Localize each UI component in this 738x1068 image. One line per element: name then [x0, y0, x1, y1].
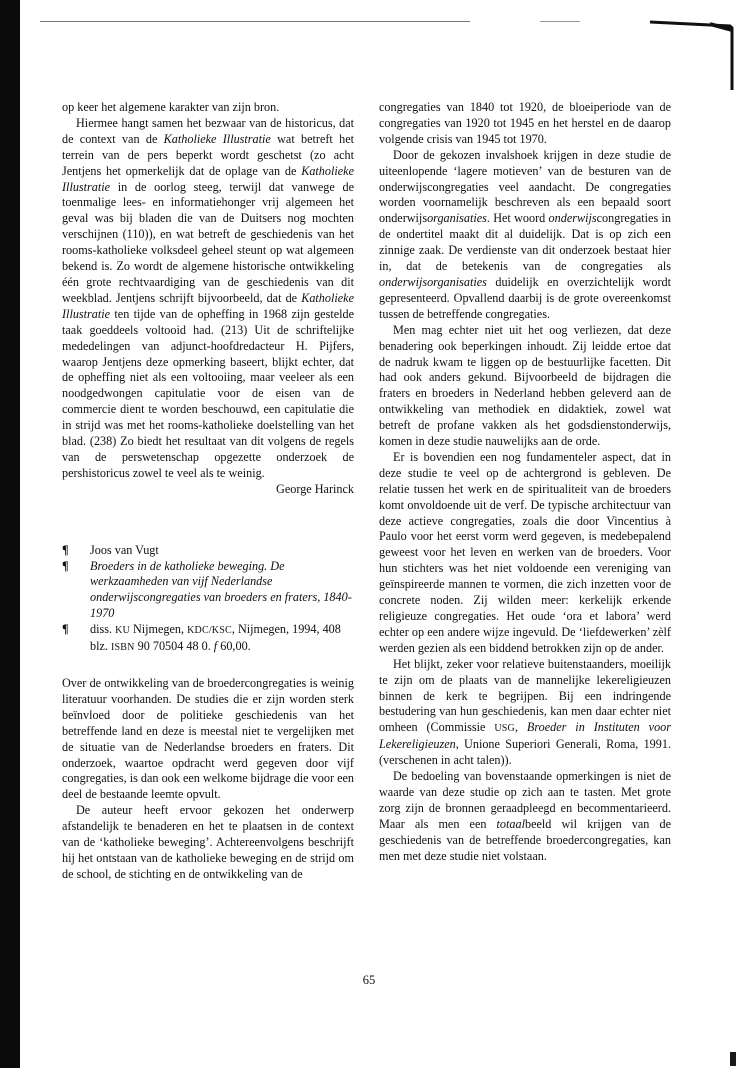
- left-column: [62, 100, 354, 883]
- right-paragraph-3: Men mag echter niet uit het oog verliezen, dat deze benadering ook beperkingen inhoudt. Zij leidde ertoe dat de nadruk kwam te liggen op de bestuurlijke facetten. Dit had ook anders gekund. Bijvoorbeeld de bijdragen die fraters en broeders in Nederland hebben geleverd aan de ontwikkeling van methodiek en didaktiek, zowel wat betreft de profane vakken als het godsdienstonderwijs, komen in deze studie nauwelijks aan de orde.: [379, 322, 671, 449]
- book-title: Broeders in de katholieke beweging. De werkzaamheden van vijf Nederlandse onderwijscongregaties van broeders en fraters, 1840-1970: [90, 558, 352, 621]
- left-paragraph-4: De auteur heeft ervoor gekozen het onderwerp afstandelijk te benaderen en het te plaatsen in de context van de ‘katholieke beweging’. Achtereenvolgens beschrijft hij het ontstaan van de katholieke beweging en de strijd om de school, de stichting en de ontwikkeling van de: [62, 803, 354, 881]
- scan-top-rule-short: [540, 21, 580, 22]
- pilcrow-icon: ¶: [62, 558, 69, 573]
- scan-edge-bar: [0, 0, 20, 1068]
- bibliography-publication: [62, 622, 354, 656]
- book-bibliography: [62, 543, 354, 656]
- bibliography-title: [62, 559, 354, 623]
- right-paragraph-5: Het blijkt, zeker voor relatieve buitenstaanders, moeilijk te zijn om de plaats van de mannelijke lekereligieuzen binnen de kerk te begrijpen. Bij een indringende bestudering van hun geschiedenis, kan men daar echter niet omheen (Commissie USG, Broeder in Instituten voor Lekereligieuzen, Unione Superiori Generali, Roma, 1991. (verschenen in acht talen)).: [379, 656, 671, 768]
- right-column: [379, 100, 671, 865]
- right-paragraph-2: Door de gekozen invalshoek krijgen in deze studie de uiteenlopende ‘lagere motieven’ van de besturen van de onderwijscongregaties veel aandacht. De congregaties worden voornamelijk beschreven als een bepaald soort onderwijsorganisaties. Het woord onderwijscongregaties in de ondertitel maakt dit al duidelijk. Dat is op zich een zinnige zaak. De verdienste van dit onderzoek bestaat hier in, dat de betekenis van de congregaties als onderwijsorganisaties duidelijk en overzichtelijk wordt gepresenteerd. Opvallend daarbij is de grote overeenkomst tussen de betreffende congregaties.: [379, 147, 671, 321]
- right-paragraph-6: De bedoeling van bovenstaande opmerkingen is niet de waarde van deze studie op zich aan te tasten. Met grote zorg zijn de bronnen geraadpleegd en becommentarieerd. Maar als men een totaalbeeld wil krijgen van de geschiedenis van de betreffende broedercongregaties, kan men met deze studie niet volstaan.: [379, 769, 671, 863]
- left-paragraph-1: op keer het algemene karakter van zijn bron.: [62, 100, 280, 114]
- right-paragraph-4: Er is bovendien een nog fundamenteler aspect, dat in deze studie te veel op de achtergrond is gebleven. De relatie tussen het werk en de spiritualiteit van de broeders komt onvoldoende uit de verf. De typische architectuur van deze actieve congregaties, zoals die door Vincentius à Paulo voor het eerst vorm werd gegeven, is medebepalend geweest voor het leven en werken van de broeders. Voor hun stichters was het niet voldoende een vereniging van geïnspireerde mannen te vormen, die zich inzetten voor de concrete noden. Zij wilden meer: kerkelijk erkende religieuze congregaties. Het oude ‘ora et labora’ werd echter op een andere wijze ingevuld. De ‘liefdewerken’ zèlf werden gezien als een biddend betrokken zijn op de ander.: [379, 449, 671, 655]
- page-number: 65: [362, 973, 376, 987]
- right-paragraph-1: congregaties van 1840 tot 1920, de bloeiperiode van de congregaties van 1920 tot 1945 en het herstel en de daarop volgende crisis van 1945 tot 1970.: [379, 100, 671, 146]
- publication-details: diss. KU Nijmegen, KDC/KSC, Nijmegen, 1994, 408 blz. ISBN 90 70504 48 0. f 60,00.: [90, 622, 341, 654]
- left-paragraph-2: Hiermee hangt samen het bezwaar van de historicus, dat de context van de Katholieke Illustratie wat betreft het terrein van de pers beperkt wordt geschetst (zo acht Jentjens het opmerkelijk dat de oplage van de Katholieke Illustratie in de oorlog steeg, terwijl dat vanwege de toenmalige lees- en informatiehonger vrij algemeen het geval was bij bladen die van de Duitsers nog mochten verschijnen (110)), en wat betreft de geschiedenis van het rooms-katholieke volksdeel geheel steunt op wat algemeen bekend is. Zo wordt de algemene historische ontwikkeling één grote rechtvaardiging van de geschiedenis van dit weekblad. Jentjens schrijft bijvoorbeeld, dat de Katholieke Illustratie ten tijde van de opheffing in 1968 zijn gestelde taak goeddeels voltooid had. (213) Uit de schriftelijke mededelingen van adjunct-hoofdredacteur H. Pijfers, waarop Jentjens deze opmerking baseert, blijkt echter, dat de opheffing niet als een voltooiing, maar veeleer als een noodgedwongen capitulatie voor de eisen van de commercie dient te worden beschouwd, een capitulatie die in strijd was met het rooms-katholieke doelstelling van het blad. (238) Zo biedt het resultaat van dit volgens de regels van de perswetenschap opgezette onderzoek de pershistoricus zowel te veel als te weinig.: [62, 115, 354, 480]
- review-signature: George Harinck: [276, 481, 354, 496]
- author-name: Joos van Vugt: [90, 542, 159, 557]
- pilcrow-icon: ¶: [62, 542, 69, 557]
- bibliography-author: [62, 543, 354, 559]
- scan-edge-mark: [730, 1052, 736, 1066]
- left-paragraph-3: Over de ontwikkeling van de broedercongregaties is weinig literatuur voorhanden. De studies die er zijn worden sterk beïnvloed door de politieke geschiedenis van het betreffende land en deze is meestal niet te vergelijken met de situatie van de Nederlandse broeders en fraters. Dit onderzoek, waartoe opdracht werd gegeven door vijf congregaties, is dan ook een welkome bijdrage die voor een deel de bestaande leemte opvult.: [62, 676, 354, 802]
- pilcrow-icon: ¶: [62, 622, 69, 637]
- scan-page-corner: [640, 20, 736, 90]
- scan-top-rule: [40, 21, 470, 22]
